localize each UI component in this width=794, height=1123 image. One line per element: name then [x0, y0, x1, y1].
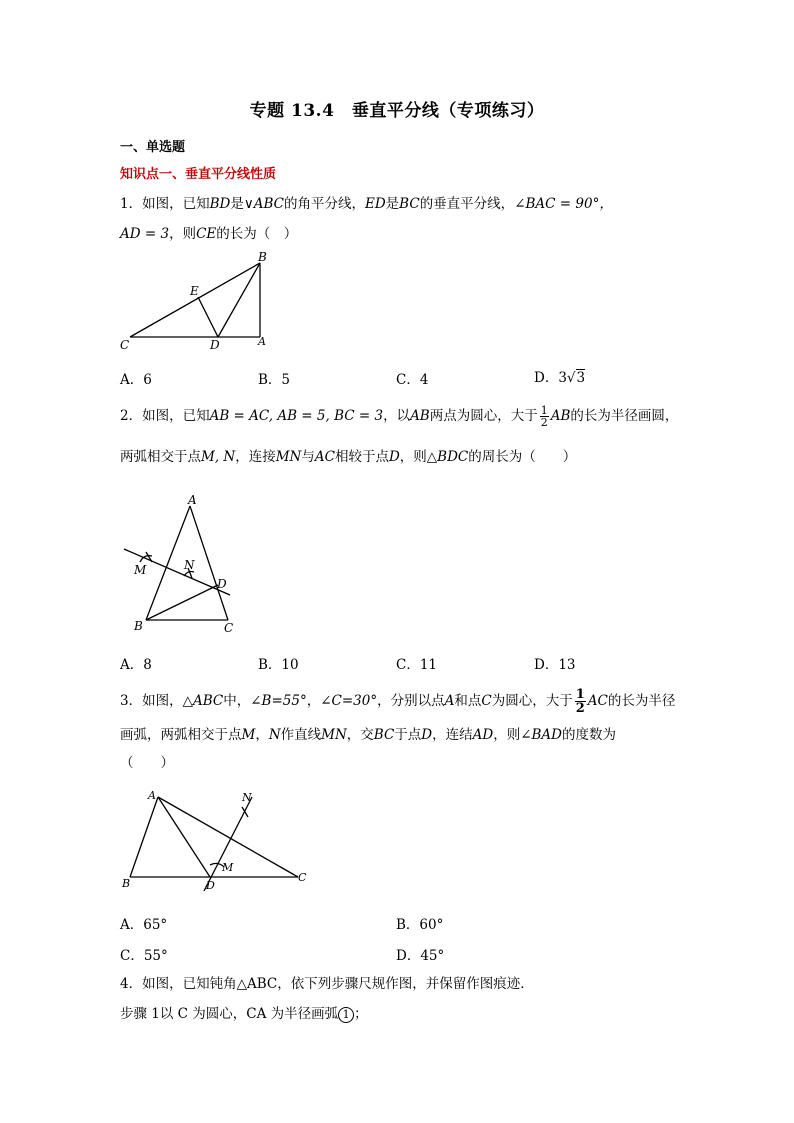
q1-option-b[interactable]: B．5 [258, 372, 291, 388]
q3-label-n: N [242, 791, 252, 804]
q1-option-d[interactable]: D．3√3 [534, 370, 586, 386]
q3-figure [118, 785, 318, 895]
q2-option-d[interactable]: D．13 [534, 657, 576, 673]
q3-line3: （ ） [120, 755, 174, 771]
page-title: 专题 13.4 垂直平分线（专项练习） [249, 101, 545, 121]
q1-label-c: C [120, 338, 130, 352]
q2-label-m: M [134, 563, 147, 577]
q3-label-d: D [206, 879, 215, 892]
q3-option-a[interactable]: A．65° [120, 917, 168, 933]
q1-label-d: D [210, 338, 220, 352]
q2-option-a[interactable]: A．8 [120, 657, 152, 673]
q3-option-c[interactable]: C．55° [120, 948, 168, 964]
q1-line1: 1．如图，已知BD是∨ABC的角平分线，ED是BC的垂直平分线，∠BAC = 90°， [120, 196, 613, 212]
q2-line1: 2．如图，已知AB = AC, AB = 5, BC = 3，以AB两点为圆心，大于 $\frac{1}{2}$ AB的长为半径画圆， [120, 404, 679, 429]
q4-step1: 步骤 1以 C 为圆心，CA 为半径画弧 1 ； [120, 1006, 368, 1022]
q2-option-b[interactable]: B．10 [258, 657, 299, 673]
q2-figure [118, 492, 248, 642]
q2-label-d: D [217, 577, 227, 591]
q2-line2: 两弧相交于点M, N，连接MN与AC相较于点D，则△BDC的周长为（ ） [120, 449, 577, 465]
q2-label-b: B [134, 619, 143, 633]
q1-option-c[interactable]: C．4 [396, 372, 429, 388]
q4-line1: 4．如图，已知钝角△ABC，依下列步骤尺规作图，并保留作图痕迹． [120, 976, 534, 992]
section-heading: 一、单选题 [120, 140, 186, 155]
q1-label-e: E [190, 284, 199, 298]
q1-line2: AD = 3，则CE的长为（ ） [120, 226, 298, 242]
q1-label-a: A [258, 335, 266, 348]
q3-label-m: M [222, 861, 234, 874]
q2-label-c: C [224, 621, 234, 635]
q3-label-a: A [148, 789, 156, 802]
q3-line2: 画弧，两弧相交于点M，N作直线MN，交BC于点D，连结AD，则∠BAD的度数为 [120, 727, 617, 743]
q2-label-a: A [188, 493, 197, 507]
knowledge-point-heading: 知识点一、垂直平分线性质 [120, 167, 277, 182]
q3-label-b: B [122, 877, 131, 890]
q3-option-d[interactable]: D．45° [396, 948, 445, 964]
circled-number: 1 [338, 1007, 354, 1023]
q3-label-c: C [298, 871, 307, 884]
q3-option-b[interactable]: B．60° [396, 917, 444, 933]
q1-figure [112, 245, 282, 357]
q1-label-b: B [258, 250, 267, 264]
q2-option-c[interactable]: C．11 [396, 657, 438, 673]
q3-line1: 3．如图，△ABC中，∠B=55°，∠C=30°，分别以点A和点C为圆心，大于 $\frac{1}{2}$ AC的长为半径 [120, 687, 676, 716]
q1-option-a[interactable]: A．6 [120, 372, 152, 388]
q2-label-n: N [184, 558, 195, 572]
